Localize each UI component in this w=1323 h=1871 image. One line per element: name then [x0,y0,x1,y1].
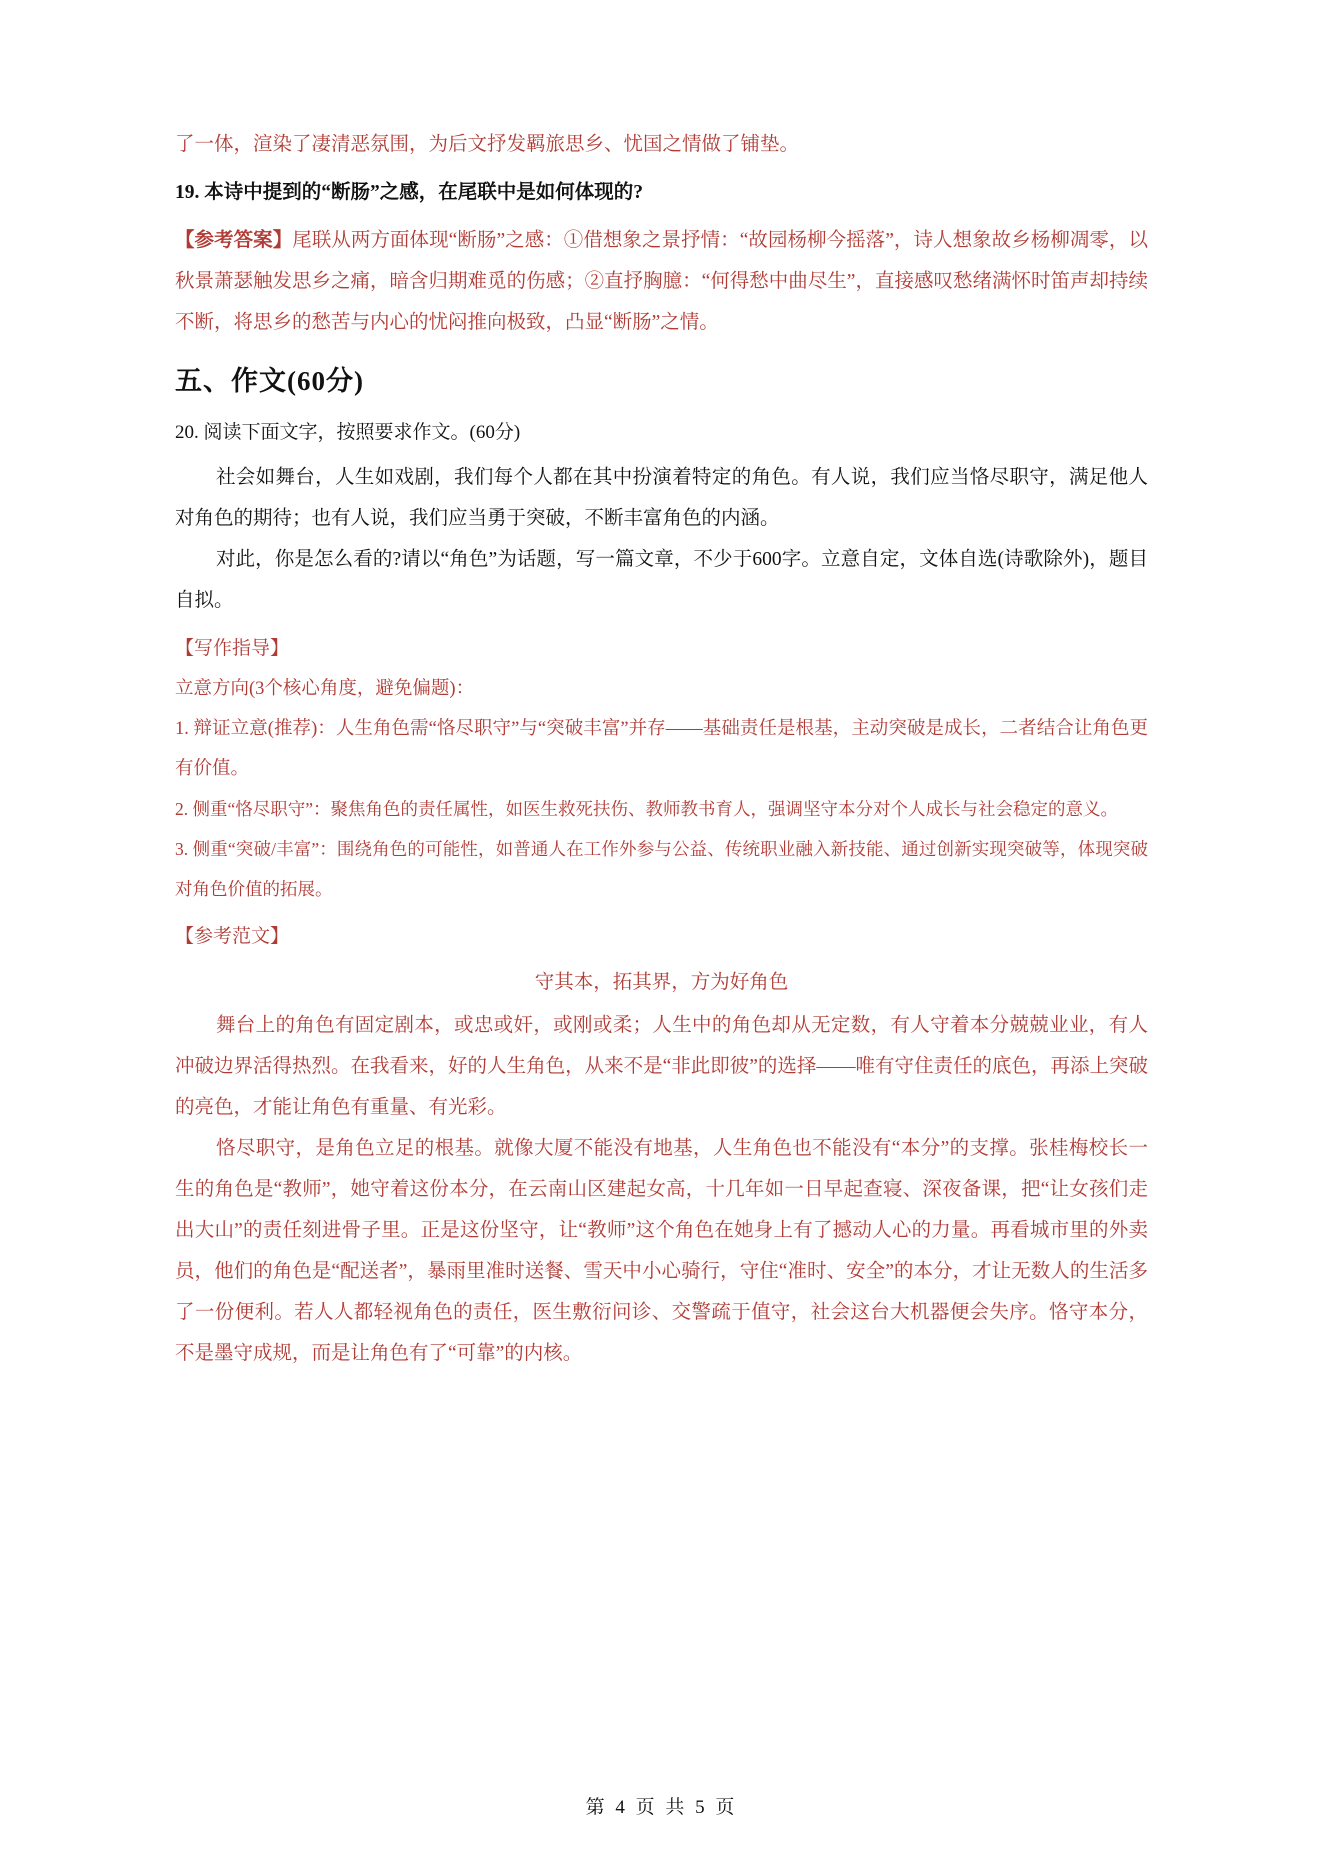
writing-guide-tag: 【写作指导】 [175,638,290,659]
continued-paragraph: 了一体，渲染了凄清恶氛围，为后文抒发羁旅思乡、忧国之情做了铺垫。 [175,134,800,155]
sample-essay-title: 守其本，拓其界，方为好角色 [534,972,789,993]
prompt-paragraph-1: 社会如舞台，人生如戏剧，我们每个人都在其中扮演着特定的角色。有人说，我们应当恪尽职守，满足他人对角色的期待；也有人说，我们应当勇于突破，不断丰富角色的内涵。 [175,467,1148,529]
writing-guide-item-3: 3. 侧重“突破/丰富”：围绕角色的可能性，如普通人在工作外参与公益、传统职业融入新技能、通过创新实现突破等，体现突破对角色价值的拓展。 [175,839,1148,899]
question-20-heading: 20. 阅读下面文字，按照要求作文。(60分) [175,422,521,443]
sample-essay-paragraph-2: 恪尽职守，是角色立足的根基。就像大厦不能没有地基，人生角色也不能没有“本分”的支撑。张桂梅校长一生的角色是“教师”，她守着这份本分，在云南山区建起女高，十几年如一日早起查寝、深夜备课，把“让女孩们走出大山”的责任刻进骨子里。正是这份坚守，让“教师”这个角色在她身上有了撼动人心的力量。再看城市里的外卖员，他们的角色是“配送者”，暴雨里准时送餐、雪天中小心骑行，守住“准时、安全”的本分，才让无数人的生活多了一份便利。若人人都轻视角色的责任，医生敷衍问诊、交警疏于值守，社会这台大机器便会失序。恪守本分，不是墨守成规，而是让角色有了“可靠”的内核。 [175,1138,1148,1364]
question-19-heading: 19. 本诗中提到的“断肠”之感，在尾联中是如何体现的? [175,182,644,203]
writing-guide-item-1: 1. 辩证立意(推荐)：人生角色需“恪尽职守”与“突破丰富”并存——基础责任是根基，主动突破是成长，二者结合让角色更有价值。 [175,719,1148,779]
page-footer: 第 4 页 共 5 页 [585,1797,738,1818]
writing-guide-item-2: 2. 侧重“恪尽职守”：聚焦角色的责任属性，如医生救死扶伤、教师教书育人，强调坚守本分对个人成长与社会稳定的意义。 [175,799,1119,819]
sample-essay-paragraph-1: 舞台上的角色有固定剧本，或忠或奸，或刚或柔；人生中的角色却从无定数，有人守着本分兢兢业业，有人冲破边界活得热烈。在我看来，好的人生角色，从来不是“非此即彼”的选择——唯有守住责任的底色，再添上突破的亮色，才能让角色有重量、有光彩。 [175,1015,1148,1118]
prompt-paragraph-2: 对此，你是怎么看的?请以“角色”为话题，写一篇文章，不少于600字。立意自定，文体自选(诗歌除外)，题目自拟。 [175,549,1148,611]
writing-guide-direction: 立意方向(3个核心角度，避免偏题)： [175,679,475,699]
sample-essay-tag: 【参考范文】 [175,926,290,947]
reference-answer-text: 尾联从两方面体现“断肠”之感：①借想象之景抒情：“故园杨柳今摇落”，诗人想象故乡杨柳凋零，以秋景萧瑟触发思乡之痛，暗含归期难觅的伤感；②直抒胸臆：“何得愁中曲尽生”，直接感叹愁绪满怀时笛声却持续不断，将思乡的愁苦与内心的忧闷推向极致，凸显“断肠”之情。 [175,230,1148,333]
section-5-title: 五、作文(60分) [175,366,364,396]
reference-answer-tag: 【参考答案】 [175,230,293,251]
question-19-answer [175,220,1148,343]
